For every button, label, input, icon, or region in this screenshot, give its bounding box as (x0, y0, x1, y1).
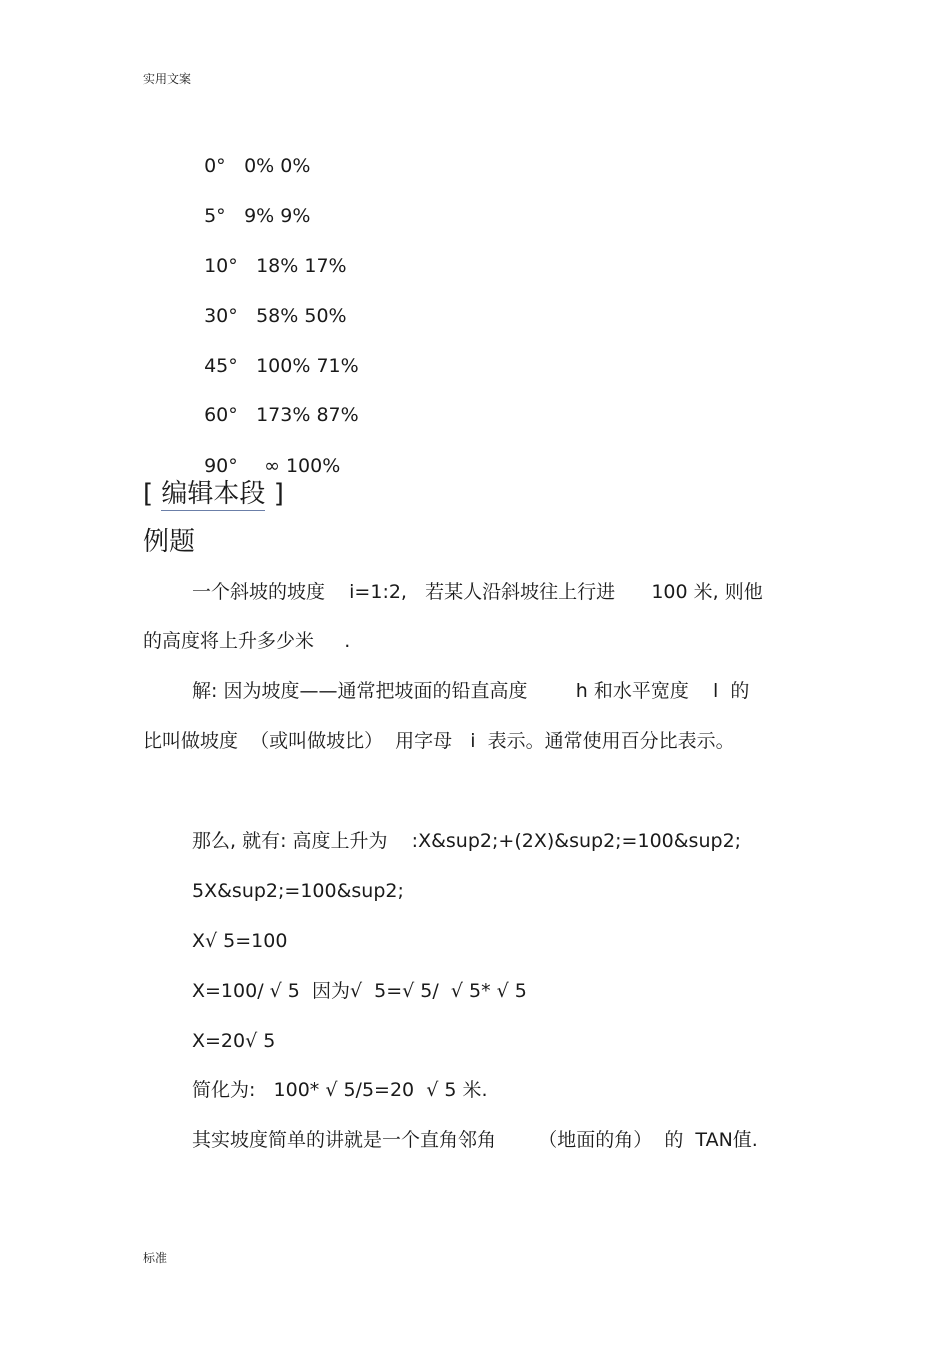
values-cell: 58% 50% (256, 305, 347, 327)
page-header: 实用文案 (143, 72, 192, 86)
paragraph-line: 比叫做坡度 （或叫做坡比） 用字母 i 表示。通常使用百分比表示。 (143, 730, 735, 752)
bracket-close: ] (265, 479, 284, 509)
values-cell: 173% 87% (256, 404, 359, 426)
angle-cell: 10° (204, 255, 238, 277)
values-cell: 18% 17% (256, 255, 347, 277)
values-cell: 9% 9% (244, 205, 311, 227)
table-row (192, 130, 310, 178)
table-row (192, 180, 310, 228)
paragraph-line: X√ 5=100 (192, 930, 288, 952)
angle-cell: 45° (204, 355, 238, 377)
angle-cell: 60° (204, 404, 238, 426)
angle-cell: 30° (204, 305, 238, 327)
table-row (192, 230, 347, 278)
edit-section-link[interactable]: 编辑本段 (161, 479, 266, 509)
values-cell: 0% 0% (244, 155, 311, 177)
table-row (192, 330, 359, 378)
angle-cell: 90° (204, 455, 238, 477)
values-cell: ∞ 100% (264, 455, 341, 477)
bracket-open: [ (143, 479, 162, 509)
angle-cell: 0° (204, 155, 226, 177)
values-cell: 100% 71% (256, 355, 359, 377)
paragraph-line: 5X&sup2;=100&sup2; (192, 880, 404, 902)
paragraph-line: X=20√ 5 (192, 1030, 276, 1052)
table-row (192, 280, 347, 328)
page-footer: 标准 (143, 1251, 168, 1265)
paragraph-line: 解: 因为坡度——通常把坡面的铅直高度 h 和水平宽度 l 的 (192, 680, 750, 702)
paragraph-line: X=100/ √ 5 因为√ 5=√ 5/ √ 5* √ 5 (192, 980, 527, 1002)
edit-section-heading (143, 478, 284, 510)
paragraph-line: 一个斜坡的坡度 i=1:2, 若某人沿斜坡往上行进 100 米, 则他 (192, 581, 763, 603)
paragraph-line: 的高度将上升多少米 . (143, 630, 351, 652)
example-heading: 例题 (143, 527, 196, 557)
angle-cell: 5° (204, 205, 226, 227)
paragraph-line: 其实坡度简单的讲就是一个直角邻角 （地面的角） 的 TAN值. (192, 1129, 758, 1151)
paragraph-line: 简化为: 100* √ 5/5=20 √ 5 米. (192, 1079, 488, 1101)
table-row (192, 379, 359, 427)
table-row (192, 430, 340, 478)
paragraph-line: 那么, 就有: 高度上升为 :X&sup2;+(2X)&sup2;=100&sup2; (192, 830, 742, 852)
